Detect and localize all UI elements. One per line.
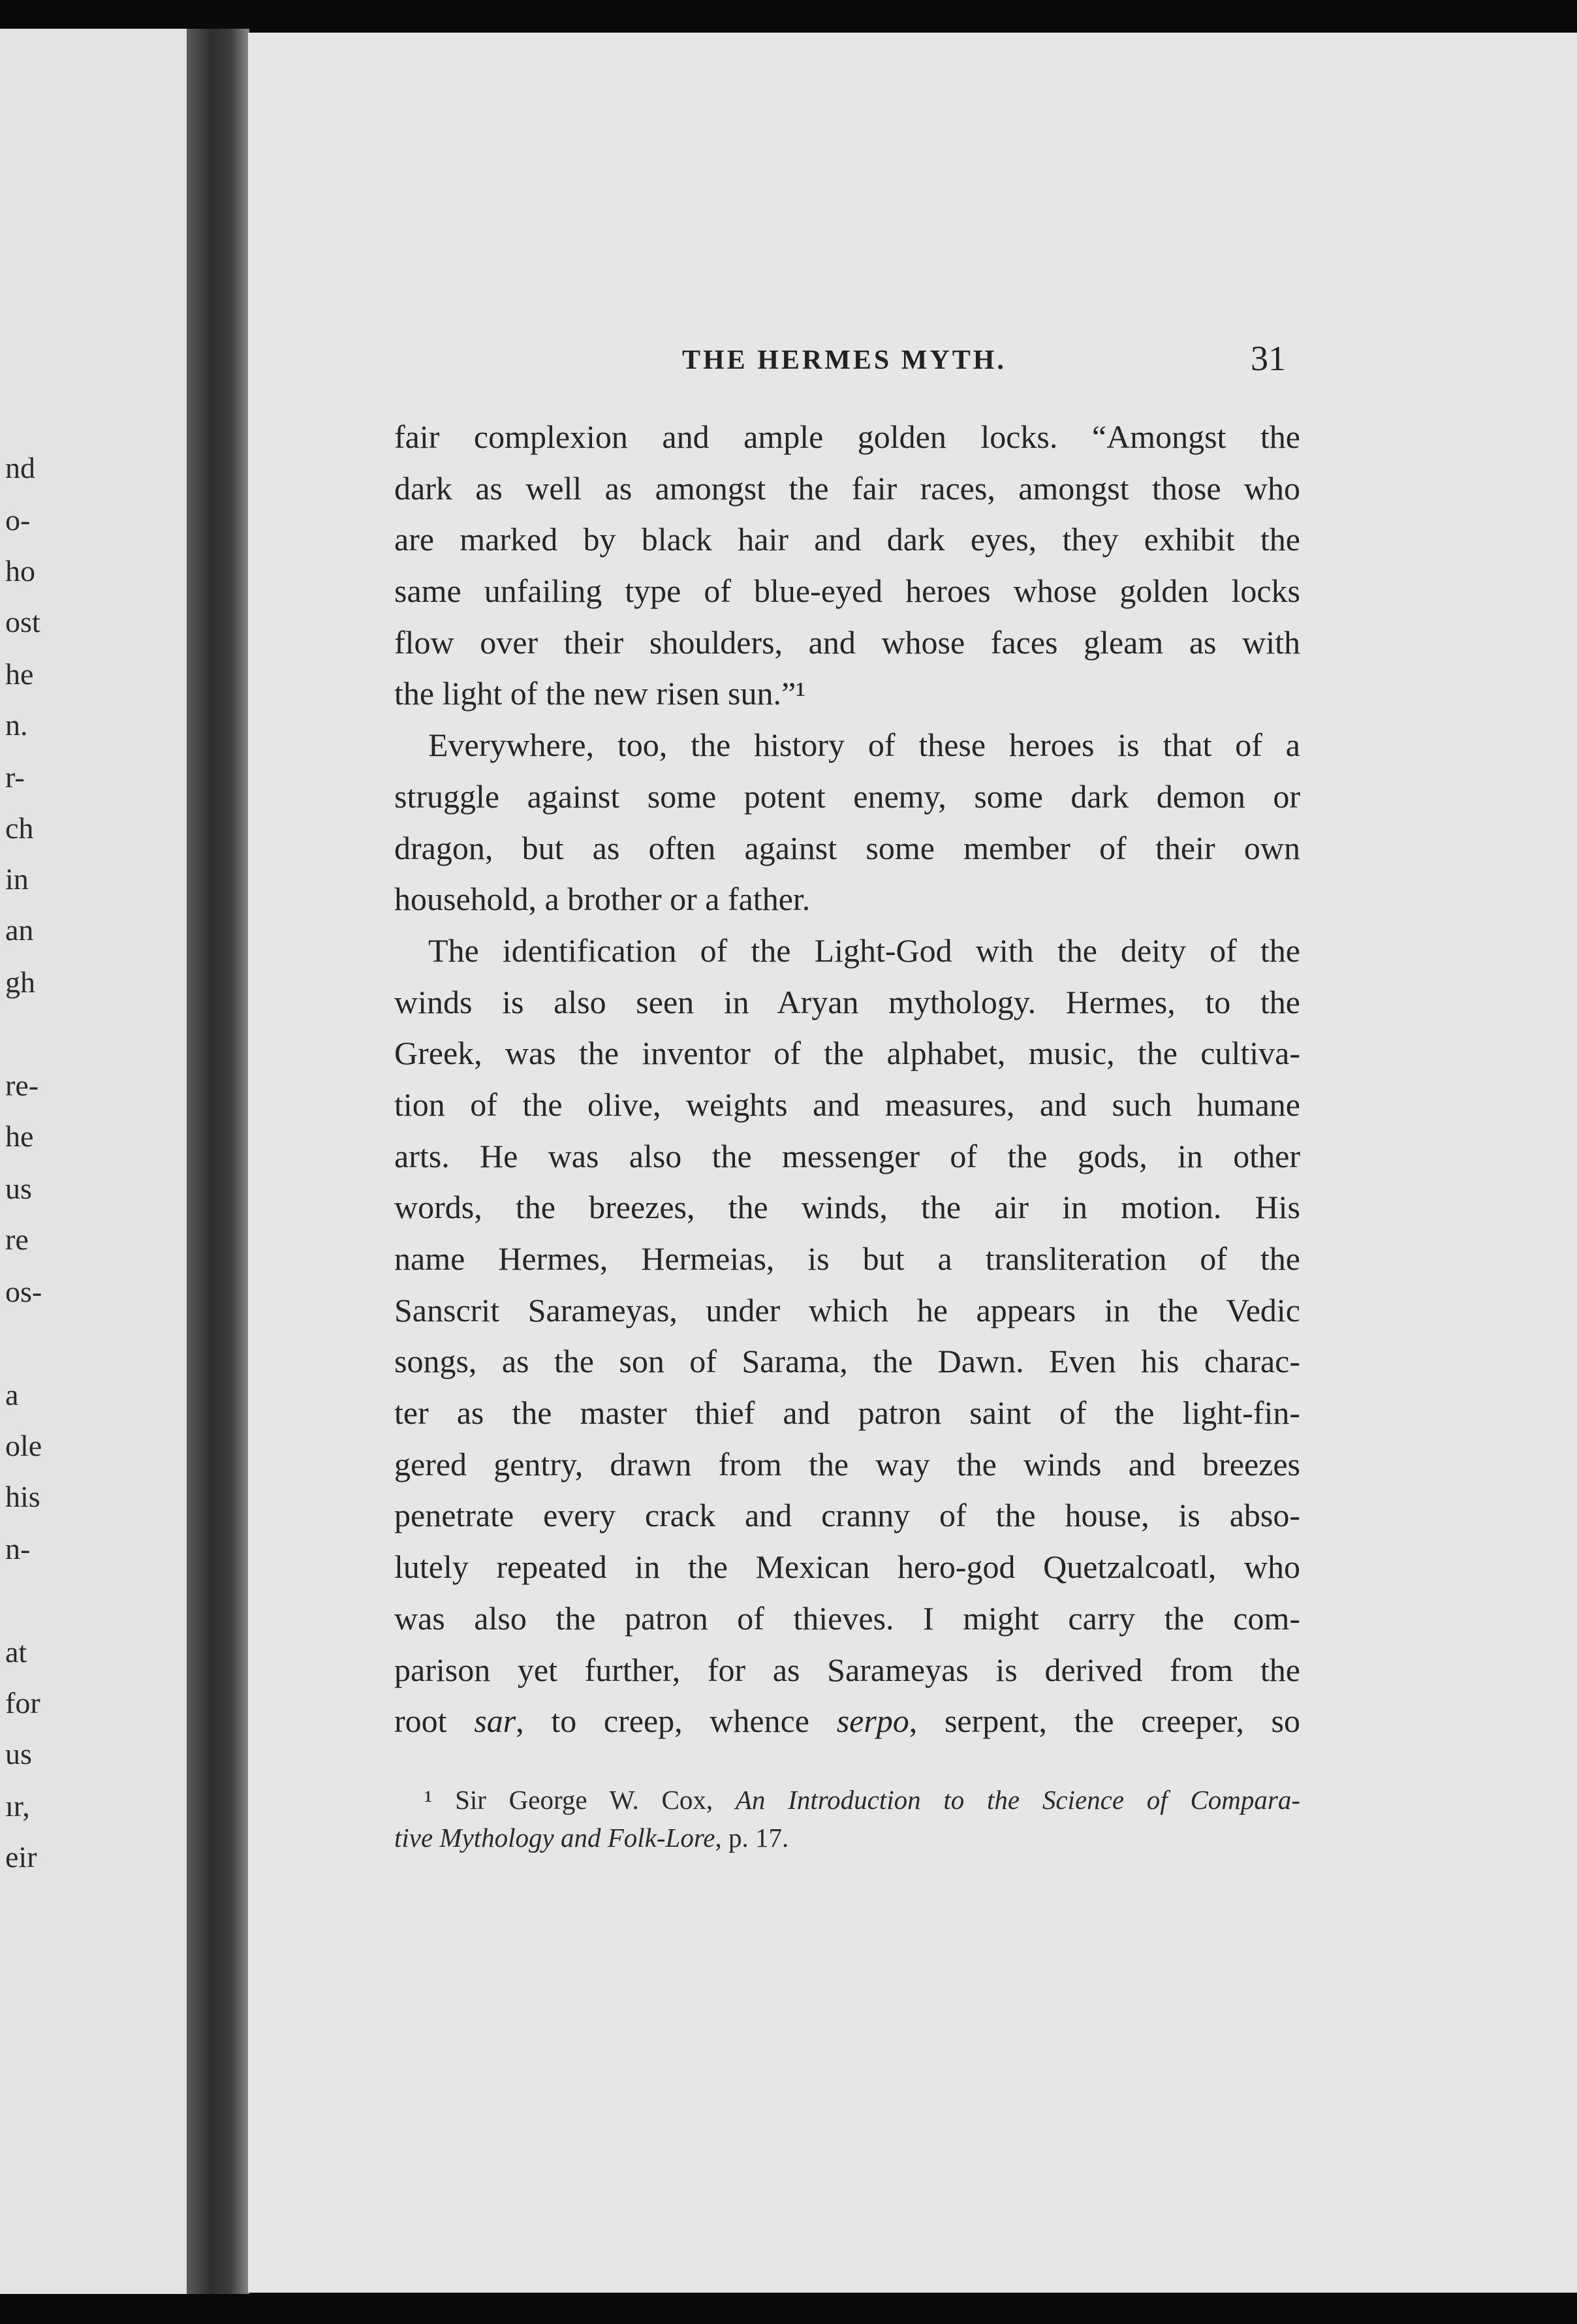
facing-fragment: us — [5, 1737, 32, 1770]
footnote-line — [394, 1781, 1300, 1819]
text-line: Greek, was the inventor of the alphabet, music, the cultiva- — [394, 1035, 1300, 1072]
facing-fragment: us — [5, 1172, 32, 1205]
body-text — [394, 411, 1300, 1747]
facing-fragment: in — [5, 862, 29, 896]
facing-fragment: eir — [5, 1840, 37, 1874]
text-line: name Hermes, Hermeias, is but a transliteration of the — [394, 1240, 1300, 1277]
facing-fragment: re- — [5, 1069, 39, 1102]
text-line: are marked by black hair and dark eyes, they exhibit the — [394, 521, 1300, 558]
facing-fragment: he — [5, 1120, 34, 1153]
text-line: Sanscrit Sarameyas, under which he appears in the Vedic — [394, 1291, 1300, 1328]
facing-fragment: his — [5, 1480, 40, 1513]
footnote-title: tive Mythology and Folk-Lore — [394, 1823, 715, 1853]
facing-fragment: n. — [5, 708, 28, 742]
text-run: , to creep, whence — [516, 1703, 837, 1740]
text-line: flow over their shoulders, and whose faces gleam as with — [394, 623, 1300, 661]
facing-fragment: ole — [5, 1429, 42, 1462]
footnote — [394, 1781, 1300, 1857]
facing-fragment: ho — [5, 554, 35, 588]
text-run: root — [394, 1703, 475, 1740]
text-line: arts. He was also the messenger of the gods, in other — [394, 1137, 1300, 1174]
facing-fragment: for — [5, 1686, 40, 1719]
footnote-page-ref: , p. 17. — [715, 1823, 789, 1853]
text-line: dragon, but as often against some member of their own — [394, 829, 1300, 866]
facing-fragment: n- — [5, 1532, 31, 1565]
footnote-title: An Introduction to the Science of Compara- — [735, 1785, 1301, 1815]
footnote-marker: ¹ — [424, 1785, 433, 1815]
facing-fragment: re — [5, 1223, 29, 1256]
facing-fragment: an — [5, 913, 34, 947]
text-line: tion of the olive, weights and measures, and such humane — [394, 1086, 1300, 1123]
text-line: songs, as the son of Sarama, the Dawn. Even his charac- — [394, 1343, 1300, 1380]
facing-fragment: he — [5, 657, 34, 691]
facing-fragment: o- — [5, 503, 31, 537]
italic-word: sar — [474, 1703, 516, 1740]
facing-fragment: os- — [5, 1275, 42, 1308]
facing-fragment: a — [5, 1378, 19, 1411]
text-line: household, a brother or a father. — [394, 881, 811, 918]
facing-fragment: ost — [5, 605, 40, 638]
facing-page-edge — [0, 29, 189, 2294]
facing-fragment: r- — [5, 761, 25, 794]
text-line: struggle against some potent enemy, some dark demon or — [394, 777, 1300, 815]
text-line: was also the patron of thieves. I might carry the com- — [394, 1599, 1300, 1637]
text-line: The identification of the Light-God with the deity of the — [428, 932, 1300, 969]
footnote-author: Sir George W. Cox, — [455, 1785, 736, 1815]
running-head: THE HERMES MYTH. — [682, 345, 1007, 375]
facing-fragment: gh — [5, 966, 35, 999]
text-line — [394, 1695, 1300, 1747]
text-line: same unfailing type of blue-eyed heroes whose golden locks — [394, 573, 1300, 610]
text-line: gered gentry, drawn from the way the winds and breezes — [394, 1445, 1300, 1483]
text-line: the light of the new risen sun.”¹ — [394, 675, 806, 712]
facing-fragment: ır, — [5, 1789, 30, 1823]
text-line: winds is also seen in Aryan mythology. Hermes, to the — [394, 983, 1300, 1020]
text-line: words, the breezes, the winds, the air in motion. His — [394, 1189, 1300, 1226]
text-run: , serpent, the creeper, so — [909, 1703, 1301, 1740]
footnote-line — [394, 1819, 1300, 1857]
text-line: lutely repeated in the Mexican hero-god Quetzalcoatl, who — [394, 1548, 1300, 1586]
page-number: 31 — [1251, 339, 1286, 378]
text-line: penetrate every crack and cranny of the house, is abso- — [394, 1497, 1300, 1534]
text-line: fair complexion and ample golden locks. “Amongst the — [394, 418, 1300, 455]
text-line: dark as well as amongst the fair races, amongst those who — [394, 469, 1300, 507]
italic-word: serpo — [836, 1703, 909, 1740]
text-line: ter as the master thief and patron saint of the light-fin- — [394, 1394, 1300, 1432]
book-gutter — [187, 29, 249, 2294]
facing-fragment: nd — [5, 451, 35, 484]
facing-fragment: at — [5, 1635, 27, 1669]
text-line: Everywhere, too, the history of these heroes is that of a — [428, 727, 1300, 764]
facing-fragment: ch — [5, 811, 34, 845]
text-line: parison yet further, for as Sarameyas is derived from the — [394, 1651, 1300, 1688]
